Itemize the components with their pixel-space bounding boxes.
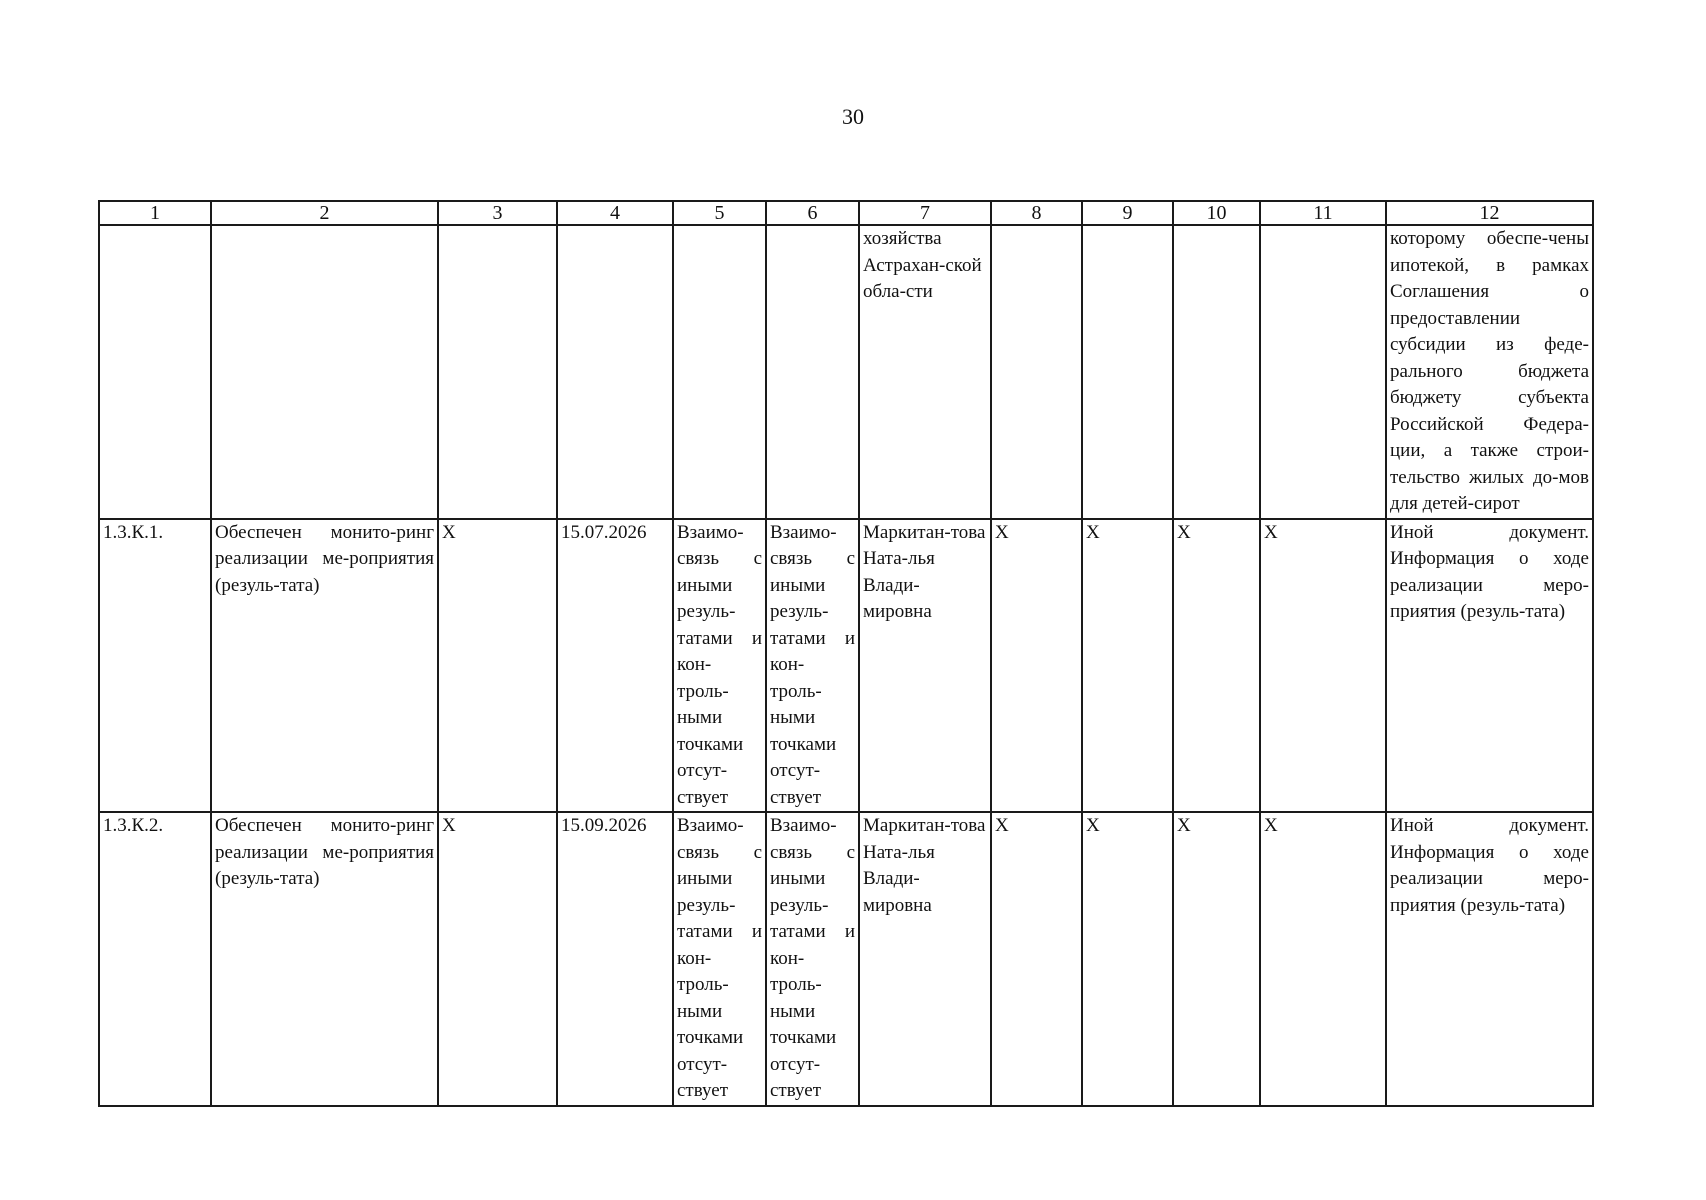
x-mark: X	[1173, 519, 1260, 813]
row-id: 1.3.К.1.	[99, 519, 211, 813]
column-number: 10	[1173, 201, 1260, 225]
continuation-row	[99, 225, 1593, 519]
column-number: 2	[211, 201, 438, 225]
table-row	[99, 812, 1593, 1106]
responsible-cell: хозяйства Астрахан-ской обла-сти	[859, 225, 991, 519]
table-cell	[438, 225, 557, 519]
table-row	[99, 519, 1593, 813]
table-cell	[1082, 225, 1173, 519]
x-mark: X	[438, 519, 557, 813]
column-number: 4	[557, 201, 673, 225]
document-cell: которому обеспе-чены ипотекой, в рамках Соглашения о предоставлении субсидии из феде-рального бюджета бюджету субъекта Российской Федера-ции, а также строи-тельство жилых до-мов для детей-сирот	[1386, 225, 1593, 519]
x-mark: X	[991, 519, 1082, 813]
column-number: 6	[766, 201, 859, 225]
description-cell: Обеспечен монито-ринг реализации ме-роприятия (резуль-тата)	[211, 812, 438, 1106]
date-cell: 15.09.2026	[557, 812, 673, 1106]
x-mark: X	[1082, 519, 1173, 813]
schedule-table	[98, 200, 1594, 1107]
responsible-cell: Маркитан-това Ната-лья Влади-мировна	[859, 812, 991, 1106]
table-cell	[1260, 225, 1386, 519]
column-number: 5	[673, 201, 766, 225]
table-cell	[211, 225, 438, 519]
column-number: 1	[99, 201, 211, 225]
column-number: 12	[1386, 201, 1593, 225]
relation-cell: Взаимо-связь с иными резуль-татами и кон-троль-ными точками отсут-ствует	[766, 519, 859, 813]
description-cell: Обеспечен монито-ринг реализации ме-роприятия (резуль-тата)	[211, 519, 438, 813]
date-cell: 15.07.2026	[557, 519, 673, 813]
column-number: 7	[859, 201, 991, 225]
document-cell: Иной документ. Информация о ходе реализации меро-приятия (резуль-тата)	[1386, 812, 1593, 1106]
table-cell	[1173, 225, 1260, 519]
table-cell	[673, 225, 766, 519]
relation-cell: Взаимо-связь с иными резуль-татами и кон-троль-ными точками отсут-ствует	[766, 812, 859, 1106]
relation-cell: Взаимо-связь с иными резуль-татами и кон-троль-ными точками отсут-ствует	[673, 812, 766, 1106]
column-number: 11	[1260, 201, 1386, 225]
relation-cell: Взаимо-связь с иными резуль-татами и кон-троль-ными точками отсут-ствует	[673, 519, 766, 813]
x-mark: X	[1173, 812, 1260, 1106]
column-number: 9	[1082, 201, 1173, 225]
column-number-row	[99, 201, 1593, 225]
x-mark: X	[438, 812, 557, 1106]
table-cell	[557, 225, 673, 519]
table-cell	[991, 225, 1082, 519]
column-number: 8	[991, 201, 1082, 225]
responsible-cell: Маркитан-това Ната-лья Влади-мировна	[859, 519, 991, 813]
table-cell	[99, 225, 211, 519]
page-number: 30	[842, 104, 864, 129]
x-mark: X	[1082, 812, 1173, 1106]
table-cell	[766, 225, 859, 519]
x-mark: X	[991, 812, 1082, 1106]
x-mark: X	[1260, 519, 1386, 813]
row-id: 1.3.К.2.	[99, 812, 211, 1106]
document-cell: Иной документ. Информация о ходе реализации меро-приятия (резуль-тата)	[1386, 519, 1593, 813]
column-number: 3	[438, 201, 557, 225]
x-mark: X	[1260, 812, 1386, 1106]
